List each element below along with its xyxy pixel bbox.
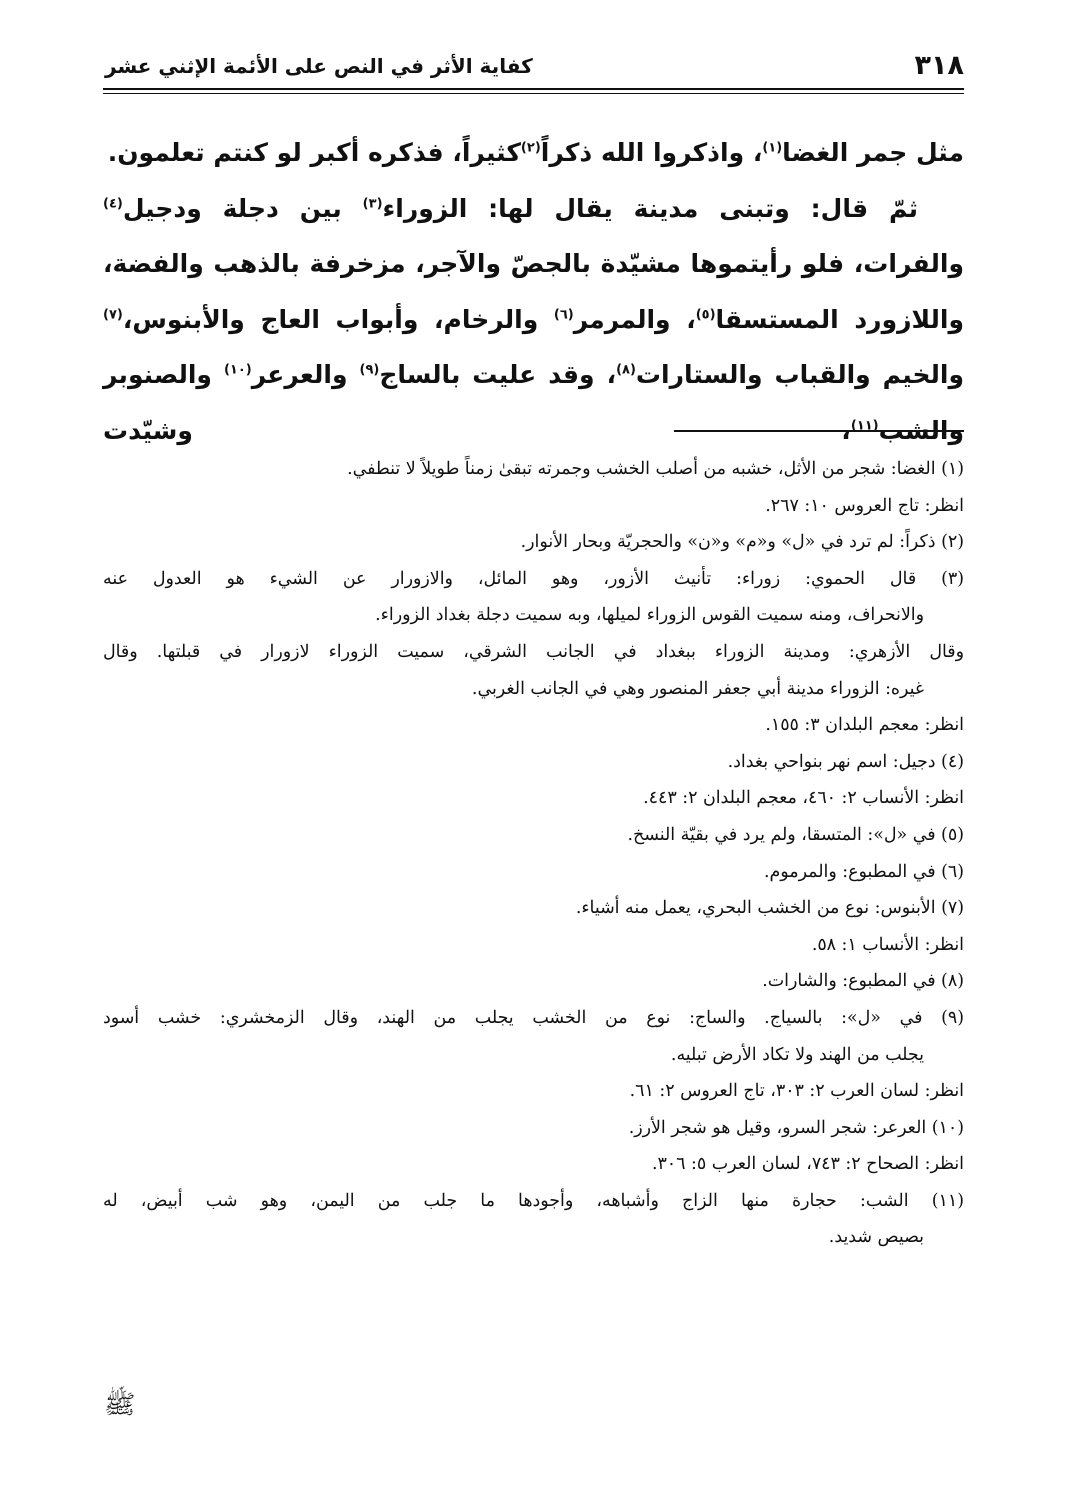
footnotes (103, 451, 964, 1256)
footnote-line: انظر: معجم البلدان ٣: ١٥٥. (765, 715, 964, 736)
page-header (105, 42, 964, 90)
paragraph-2 (103, 181, 964, 459)
footnote-ref: (٨) (616, 362, 636, 378)
footnote-line: انظر: تاج العروس ١٠: ٢٦٧. (765, 495, 964, 516)
footnote-line: غيره: الزوراء مدينة أبي جعفر المنصور وهي في الجانب الغربي. (471, 678, 924, 699)
footnote-ref: (٢) (520, 140, 541, 156)
footnote-ref: (٥) (695, 307, 716, 323)
footnote-ref: (٧) (103, 307, 123, 323)
footnote-ref: (٩) (359, 362, 380, 378)
header-rule-thick (103, 88, 964, 90)
page-number: ٣١٨ (914, 50, 964, 81)
text-run: بين دجلة ودجيل (122, 193, 363, 223)
text-run: ، وقد عليت بالساج (379, 360, 617, 389)
footnote-line: (٨) في المطبوع: والشارات. (762, 971, 964, 992)
footnote-line: (٥) في «ل»: المتسقا، ولم يرد في بقيّة النسخ. (627, 824, 964, 845)
footnote-line: (٦) في المطبوع: والمرموم. (763, 861, 964, 882)
text-run: والصنوبر والشب (103, 360, 964, 445)
footnote-line: (٤) دجيل: اسم نهر بنواحي بغداد. (727, 751, 964, 772)
text-run: ، واذكروا الله ذكراً (540, 138, 763, 167)
footnote-ref: (٦) (553, 307, 574, 323)
footnote-line: (٩) في «ل»: بالسياج. والساج: نوع من الخشب يجلب من الهند، وقال الزمخشري: خشب أسود (103, 1007, 964, 1028)
text-run: والخيم والقباب والستارات (635, 360, 964, 389)
footnote-ref: (١١) (850, 418, 879, 434)
text-run: ، والمرمر (573, 304, 696, 334)
footnote-line: (٢) ذكراً: لم ترد في «ل» و«م» و«ن» والحجريّة وبحار الأنوار. (520, 532, 964, 553)
text-run: ، وشيّدت (103, 415, 851, 445)
footnote-line: (٣) قال الحموي: زوراء: تأنيث الأزور، وهو المائل، والازورار عن الشيء هو العدول عنه (103, 568, 964, 589)
text-run: والفرات، فلو رأيتموها مشيّدة بالجصّ والآجر، مزخرفة بالذهب والفضة، واللازورد المستسقا (103, 249, 964, 334)
footnote-line: يجلب من الهند ولا تكاد الأرض تبليه. (670, 1044, 924, 1065)
footnote-ref: (١) (762, 140, 783, 156)
footnote-line: (١١) الشب: حجارة منها الزاج وأشباهه، وأجودها ما جلب من اليمن، وهو شب أبيض، له (103, 1190, 964, 1211)
footnote-ref: (٣) (362, 196, 383, 212)
text-run: مثل جمر الغضا (782, 138, 964, 167)
running-title: كفاية الأثر في النص على الأئمة الإثني عشر (105, 54, 533, 78)
footnote-line: (١٠) العرعر: شجر السرو، وقيل هو شجر الأرز. (628, 1117, 964, 1138)
salawat-ornament-icon: ﷺ (104, 1390, 136, 1420)
footnote-separator (674, 430, 964, 432)
footnote-ref: (٤) (103, 196, 123, 212)
footnote-line: انظر: لسان العرب ٢: ٣٠٣، تاج العروس ٢: ٦١. (629, 1081, 964, 1102)
footnote-line: انظر: الأنساب ٢: ٤٦٠، معجم البلدان ٢: ٤٤٣. (643, 788, 964, 809)
footnote-line: (٧) الأبنوس: نوع من الخشب البحري، يعمل منه أشياء. (575, 898, 964, 919)
footnote-line: وقال الأزهري: ومدينة الزوراء ببغداد في الجانب الشرقي، سميت الزوراء لازورار في قبلتها. وقال (103, 641, 964, 662)
text-run: ثمّ قال: وتبنى مدينة يقال لها: الزوراء (382, 193, 918, 223)
footnote-line: انظر: الصحاح ٢: ٧٤٣، لسان العرب ٥: ٣٠٦. (651, 1154, 964, 1175)
footnote-line: انظر: الأنساب ١: ٥٨. (811, 934, 964, 955)
footnote-line: (١) الغضا: شجر من الأثل، خشبه من أصلب الخشب وجمرته تبقىٰ زمناً طويلاً لا تنطفي. (347, 459, 964, 479)
main-text (103, 125, 964, 458)
footnote-line: بصيص شديد. (828, 1227, 924, 1248)
text-run: والعرعر (251, 360, 360, 389)
paragraph-1 (103, 125, 964, 181)
header-rule-thin (103, 93, 964, 94)
text-run: والرخام، وأبواب العاج والأبنوس، (122, 304, 554, 334)
footnote-ref: (١٠) (223, 362, 252, 378)
footnote-line: والانحراف، ومنه سميت القوس الزوراء لميلها، وبه سميت دجلة بغداد الزوراء. (375, 605, 924, 626)
text-run: كثيراً، فذكره أكبر لو كنتم تعلمون. (107, 138, 521, 167)
